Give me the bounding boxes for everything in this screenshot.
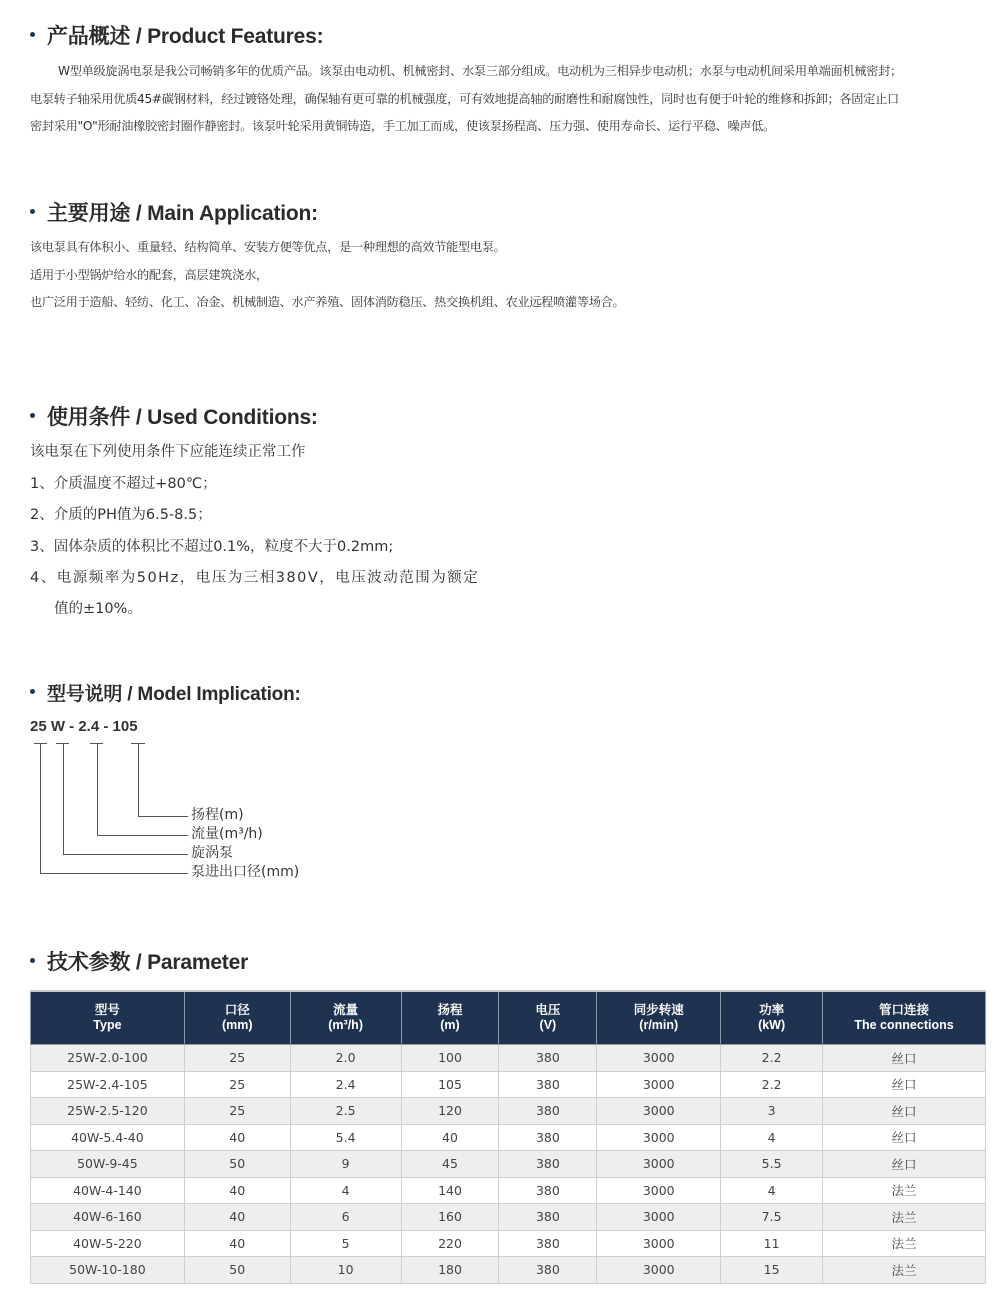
condition-item-4-cont: 值的±10%。 (54, 601, 142, 617)
cell-head: 120 (401, 1098, 499, 1125)
cell-power: 15 (721, 1257, 823, 1284)
cell-diameter: 50 (184, 1151, 290, 1178)
cell-head: 180 (401, 1257, 499, 1284)
cell-power: 5.5 (721, 1151, 823, 1178)
cell-diameter: 40 (184, 1177, 290, 1204)
section-title-text: 技术参数 / Parameter (47, 951, 249, 974)
diagram-lines (34, 744, 188, 874)
cell-power: 2.2 (721, 1071, 823, 1098)
cell-type: 40W-5.4-40 (31, 1124, 185, 1151)
cell-voltage: 380 (499, 1071, 597, 1098)
cell-head: 140 (401, 1177, 499, 1204)
cell-diameter: 25 (184, 1045, 290, 1072)
cell-voltage: 380 (499, 1230, 597, 1257)
table-header-row (31, 991, 986, 1045)
cell-connection: 丝口 (823, 1151, 986, 1178)
table-row (31, 1098, 986, 1125)
cell-power: 7.5 (721, 1204, 823, 1231)
section-title-text: 使用条件 / Used Conditions: (47, 406, 318, 429)
model-code: 25 W - 2.4 - 105 (30, 718, 138, 735)
cell-head: 45 (401, 1151, 499, 1178)
table-row (31, 1071, 986, 1098)
cell-type: 25W-2.5-120 (31, 1098, 185, 1125)
parameter-table (30, 990, 986, 1284)
cell-speed: 3000 (597, 1151, 721, 1178)
col-header-connections: 管口连接 The connections (823, 991, 986, 1045)
cell-connection: 丝口 (823, 1124, 986, 1151)
cell-connection: 法兰 (823, 1257, 986, 1284)
section-title-text: 产品概述 / Product Features: (47, 25, 324, 48)
cell-speed: 3000 (597, 1230, 721, 1257)
cell-voltage: 380 (499, 1124, 597, 1151)
cell-type: 25W-2.0-100 (31, 1045, 185, 1072)
table-row (31, 1257, 986, 1284)
cell-power: 4 (721, 1177, 823, 1204)
legend-flow: 流量(m³/h) (191, 826, 263, 842)
condition-item-4: 4、电源频率为50Hz，电压为三相380V，电压波动范围为额定 (30, 570, 480, 586)
cell-flow: 9 (290, 1151, 401, 1178)
cell-voltage: 380 (499, 1177, 597, 1204)
cell-speed: 3000 (597, 1124, 721, 1151)
cell-power: 11 (721, 1230, 823, 1257)
features-line-1: W型单级旋涡电泵是我公司畅销多年的优质产品。该泵由电动机、机械密封、水泵三部分组成。电动机为三相异步电动机；水泵与电动机间采用单端面机械密封； (58, 64, 902, 78)
condition-item-1: 1、介质温度不超过+80℃； (30, 476, 217, 492)
cell-connection: 法兰 (823, 1177, 986, 1204)
cell-connection: 法兰 (823, 1204, 986, 1231)
cell-type: 40W-4-140 (31, 1177, 185, 1204)
cell-diameter: 25 (184, 1098, 290, 1125)
cell-type: 40W-6-160 (31, 1204, 185, 1231)
legend-diameter: 泵进出口径(mm) (191, 864, 300, 880)
cell-flow: 2.4 (290, 1071, 401, 1098)
col-header-flow: 流量 (m³/h) (290, 991, 401, 1045)
col-header-diameter: 口径 (mm) (184, 991, 290, 1045)
section-title-text: 主要用途 / Main Application: (47, 202, 318, 225)
cell-flow: 5 (290, 1230, 401, 1257)
application-line-3: 也广泛用于造船、轻纺、化工、冶金、机械制造、水产养殖、固体消防稳压、热交换机组、农业远程喷灌等场合。 (30, 295, 625, 309)
cell-power: 4 (721, 1124, 823, 1151)
section-title-parameter (30, 946, 248, 976)
table-row (31, 1204, 986, 1231)
cell-connection: 法兰 (823, 1230, 986, 1257)
cell-flow: 2.0 (290, 1045, 401, 1072)
table-row (31, 1045, 986, 1072)
condition-item-2: 2、介质的PH值为6.5-8.5； (30, 507, 212, 523)
cell-voltage: 380 (499, 1151, 597, 1178)
table-row (31, 1151, 986, 1178)
cell-diameter: 50 (184, 1257, 290, 1284)
table-row (31, 1124, 986, 1151)
cell-connection: 丝口 (823, 1098, 986, 1125)
cell-voltage: 380 (499, 1098, 597, 1125)
cell-head: 220 (401, 1230, 499, 1257)
col-header-power: 功率 (kW) (721, 991, 823, 1045)
cell-speed: 3000 (597, 1177, 721, 1204)
features-line-2: 电泵转子轴采用优质45#碳钢材料，经过镀铬处理，确保轴有更可靠的机械强度，可有效地提高轴的耐磨性和耐腐蚀性，同时也有便于叶轮的维修和拆卸；各固定止口 (30, 92, 899, 106)
cell-head: 40 (401, 1124, 499, 1151)
col-header-type: 型号 Type (31, 991, 185, 1045)
cell-head: 160 (401, 1204, 499, 1231)
cell-connection: 丝口 (823, 1045, 986, 1072)
col-header-speed: 同步转速 (r/min) (597, 991, 721, 1045)
cell-speed: 3000 (597, 1098, 721, 1125)
cell-voltage: 380 (499, 1257, 597, 1284)
leader-pump (64, 744, 189, 855)
cell-speed: 3000 (597, 1045, 721, 1072)
cell-type: 40W-5-220 (31, 1230, 185, 1257)
leader-head (139, 744, 189, 817)
cell-power: 3 (721, 1098, 823, 1125)
col-header-voltage: 电压 (V) (499, 991, 597, 1045)
cell-diameter: 40 (184, 1230, 290, 1257)
cell-type: 25W-2.4-105 (31, 1071, 185, 1098)
application-line-2: 适用于小型锅炉给水的配套，高层建筑浇水， (30, 268, 268, 282)
cell-speed: 3000 (597, 1204, 721, 1231)
condition-item-3: 3、固体杂质的体积比不超过0.1%，粒度不大于0.2mm; (30, 539, 394, 555)
table-row (31, 1230, 986, 1257)
cell-connection: 丝口 (823, 1071, 986, 1098)
cell-diameter: 40 (184, 1204, 290, 1231)
cell-speed: 3000 (597, 1257, 721, 1284)
cell-head: 105 (401, 1071, 499, 1098)
bullet-icon (30, 958, 35, 963)
table-row (31, 1177, 986, 1204)
cell-head: 100 (401, 1045, 499, 1072)
cell-flow: 10 (290, 1257, 401, 1284)
conditions-intro: 该电泵在下列使用条件下应能连续正常工作 (30, 444, 306, 460)
cell-voltage: 380 (499, 1045, 597, 1072)
col-header-head: 扬程 (m) (401, 991, 499, 1045)
section-title-text: 型号说明 / Model Implication: (47, 684, 301, 705)
cell-flow: 6 (290, 1204, 401, 1231)
features-line-3: 密封采用"O"形耐油橡胶密封圈作静密封。该泵叶轮采用黄铜铸造，手工加工而成，使该泵扬程高、压力强、使用寿命长、运行平稳、噪声低。 (30, 119, 776, 133)
cell-flow: 4 (290, 1177, 401, 1204)
application-line-1: 该电泵具有体积小、重量轻、结构简单、安装方便等优点，是一种理想的高效节能型电泵。 (30, 240, 506, 254)
cell-flow: 5.4 (290, 1124, 401, 1151)
cell-speed: 3000 (597, 1071, 721, 1098)
cell-type: 50W-10-180 (31, 1257, 185, 1284)
cell-flow: 2.5 (290, 1098, 401, 1125)
cell-power: 2.2 (721, 1045, 823, 1072)
cell-diameter: 25 (184, 1071, 290, 1098)
leader-flow (98, 744, 189, 836)
cell-diameter: 40 (184, 1124, 290, 1151)
legend-pump-type: 旋涡泵 (191, 845, 233, 861)
cell-type: 50W-9-45 (31, 1151, 185, 1178)
cell-voltage: 380 (499, 1204, 597, 1231)
legend-head: 扬程(m) (191, 807, 244, 823)
